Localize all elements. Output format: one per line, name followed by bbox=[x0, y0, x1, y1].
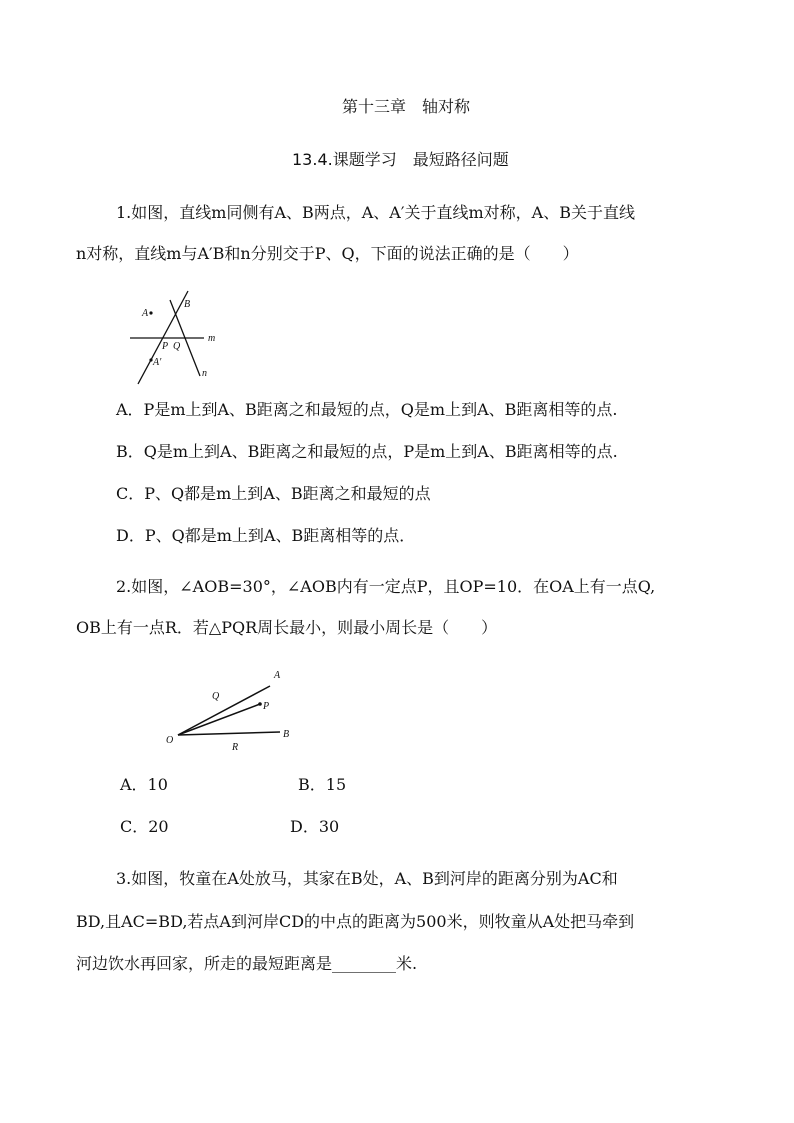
q2-figure bbox=[160, 662, 300, 757]
label-Q: Q bbox=[212, 691, 220, 702]
section-title: 13.4.课题学习 最短路径问题 bbox=[292, 150, 509, 169]
point-A bbox=[149, 311, 152, 314]
label-Q: Q bbox=[173, 341, 181, 352]
ray-OB bbox=[178, 732, 280, 735]
label-B: B bbox=[283, 729, 290, 740]
q1-option-a: A．P是m上到A、B距离之和最短的点，Q是m上到A、B距离相等的点. bbox=[116, 400, 618, 419]
q1-stem-line2: n对称，直线m与A′B和n分别交于P、Q，下面的说法正确的是（ ） bbox=[76, 244, 579, 263]
label-Aprime: A′ bbox=[153, 357, 162, 368]
ray-OA bbox=[178, 686, 270, 735]
q2-option-b: B．15 bbox=[298, 775, 347, 794]
label-P: P bbox=[263, 701, 270, 712]
q2-stem-line2: OB上有一点R．若△PQR周长最小，则最小周长是（ ） bbox=[76, 618, 498, 637]
label-A: A bbox=[142, 308, 149, 319]
point-P bbox=[258, 702, 262, 706]
q2-stem-line1: 2.如图，∠AOB=30°，∠AOB内有一定点P，且OP=10．在OA上有一点Q, bbox=[116, 577, 656, 596]
label-B: B bbox=[184, 299, 191, 310]
q1-stem-line1: 1.如图，直线m同侧有A、B两点，A、A′关于直线m对称，A、B关于直线 bbox=[116, 203, 635, 222]
label-n: n bbox=[202, 368, 207, 379]
label-m: m bbox=[208, 333, 216, 344]
q3-stem-line3: 河边饮水再回家，所走的最短距离是________米. bbox=[76, 954, 418, 973]
q3-stem-line2: BD,且AC=BD,若点A到河岸CD的中点的距离为500米，则牧童从A处把马牵到 bbox=[76, 912, 635, 931]
q1-figure bbox=[120, 288, 230, 388]
label-P: P bbox=[162, 341, 169, 352]
chapter-title: 第十三章 轴对称 bbox=[342, 97, 471, 116]
label-O: O bbox=[166, 735, 174, 746]
q2-option-c: C．20 bbox=[120, 817, 169, 836]
label-R: R bbox=[232, 742, 239, 753]
q3-stem-line1: 3.如图，牧童在A处放马，其家在B处，A、B到河岸的距离分别为AC和 bbox=[116, 869, 618, 888]
q2-option-d: D．30 bbox=[290, 817, 340, 836]
q1-option-d: D．P、Q都是m上到A、B距离相等的点． bbox=[116, 526, 416, 545]
q2-option-a: A．10 bbox=[120, 775, 168, 794]
label-A: A bbox=[274, 670, 281, 681]
q1-option-b: B．Q是m上到A、B距离之和最短的点，P是m上到A、B距离相等的点. bbox=[116, 442, 618, 461]
q1-option-c: C．P、Q都是m上到A、B距离之和最短的点 bbox=[116, 484, 431, 503]
segment-OP bbox=[178, 704, 260, 735]
